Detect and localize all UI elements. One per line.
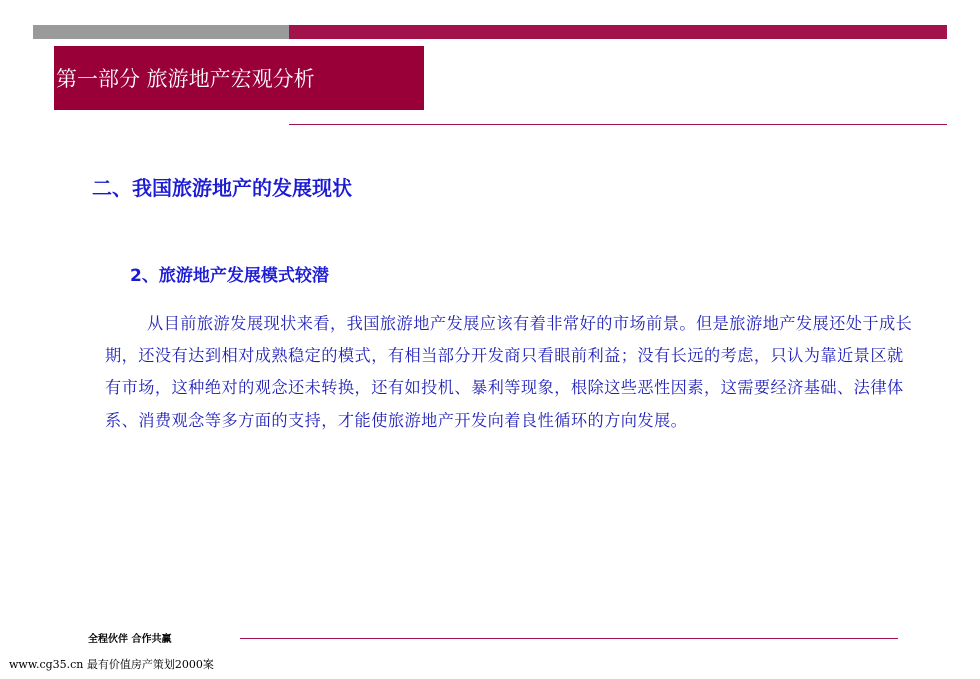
footer-url: www.cg35.cn 最有价值房产策划2000案 bbox=[9, 658, 214, 671]
sub-heading: 2、旅游地产发展模式较潜 bbox=[130, 266, 329, 286]
section-title-box bbox=[54, 46, 424, 110]
footer-divider bbox=[240, 638, 898, 639]
body-paragraph: 从目前旅游发展现状来看，我国旅游地产发展应该有着非常好的市场前景。但是旅游地产发展还处于成长期，还没有达到相对成熟稳定的模式，有相当部分开发商只看眼前利益；没有长远的考虑，只认为靠近景区就有市场，这种绝对的观念还未转换，还有如投机、暴利等现象，根除这些恶性因素，这需要经济基础、法律体系、消费观念等多方面的支持，才能使旅游地产开发向着良性循环的方向发展。 bbox=[105, 314, 913, 430]
top-bar-gray bbox=[33, 25, 289, 39]
section-title: 第一部分 旅游地产宏观分析 bbox=[56, 67, 315, 91]
header-divider bbox=[289, 124, 947, 125]
footer-slogan: 全程伙伴 合作共赢 bbox=[88, 634, 172, 645]
page-heading: 二、我国旅游地产的发展现状 bbox=[92, 176, 352, 200]
top-bar-crimson bbox=[289, 25, 947, 39]
